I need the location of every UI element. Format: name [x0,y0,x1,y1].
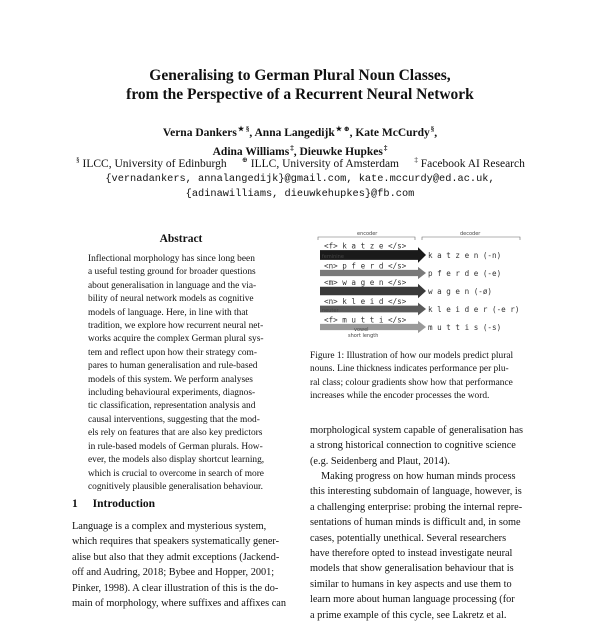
abstract-heading: Abstract [159,233,203,245]
affiliation-mark: ‡ [290,143,294,152]
figure-1 [310,228,528,346]
author-separator: , [434,126,438,139]
text-line: els rely on features that are also key predictors [88,428,263,439]
arrow-head [418,303,426,316]
text-line: pares to human generalisation and rule-based [88,361,258,372]
output-word: k a t z e n (-n) [428,251,502,260]
author-name: , Dieuwke Hupkes [293,145,383,158]
input-word: <f> k a t z e </s> [324,241,407,251]
text-line: (e.g. Seidenberg and Plaut, 2014). [310,455,450,467]
title-line-1: Generalising to German Plural Noun Classes, [149,67,451,84]
figure-caption [310,350,528,404]
affiliation-mark: ‡ [414,156,418,164]
author-name: Adina Williams [212,145,290,158]
text-line: a prime example of this cycle, see Lakretz et al. [310,609,507,621]
text-line: increases while the encoder processes the word. [310,391,490,402]
author-name: Verna Dankers [162,126,237,139]
output-word: w a g e n (-ø) [428,287,493,296]
text-line: models of this system. We perform analyses [88,374,253,385]
input-word: <m> w a g e n </s> [324,278,407,288]
output-word: p f e r d e (-e) [428,269,502,278]
text-line: sentations of human minds is difficult and, in some [310,517,521,529]
affiliation-line [0,153,600,172]
introduction-body [72,519,290,611]
output-word: k l e i d e r (-e r) [428,305,520,314]
abstract-body [88,253,274,494]
input-word: <n> k l e i d </s> [324,297,407,307]
text-line: learn more about human language processing (for [310,594,515,606]
text-line: tradition, we explore how recurrent neural net- [88,321,264,332]
text-line: tic classification, representation analysis and [88,401,256,412]
affiliation-edinburgh: ILCC, University of Edinburgh [82,157,227,170]
input-word: <f> m u t t i </s> [324,315,407,325]
text-line: ral class; colour gradients show how that performance [310,377,513,388]
arrow-head [418,247,426,263]
output-word: m u t t i s (-s) [428,323,502,332]
author-name: , Anna Langedijk [249,126,335,139]
affiliation-mark: § [76,156,80,164]
text-line: Pinker, 1998). A clear illustration of this is the do- [72,582,279,594]
arrow-head [418,284,426,299]
vowel-annotation: vowel [354,327,369,333]
feminine-annotation: feminine [322,254,344,260]
title-line-2: from the Perspective of a Recurrent Neural Network [126,86,474,103]
text-line: which is crucial to overcome in search of more [88,468,264,479]
figure-rows [320,242,519,333]
text-line: Inflectional morphology has since long been [88,254,255,264]
arrow-head [418,267,426,279]
text-line: works acquire the complex German plural sys- [88,334,264,345]
affiliation-amsterdam: ILLC, University of Amsterdam [250,157,399,170]
paper-title [0,66,600,104]
decoder-label: decoder [460,231,481,237]
text-line: ever, the models also display shortcut learning, [88,455,265,466]
section-number: 1 [72,498,78,510]
text-line: a strong historical connection to cognitive science [310,440,516,452]
author-name: , Kate McCurdy [349,126,430,139]
text-line: off and Audring, 2018; Bybee and Hopper, 2001; [72,567,275,579]
text-line: models of language. Here, in line with that [88,307,249,318]
text-line: Figure 1: Illustration of how our models predict plural [310,351,514,361]
text-line: about generalisation in language and the via- [88,280,257,291]
text-line: Language is a complex and mysterious system, [72,521,267,532]
email-line-2[interactable]: {adinawilliams, dieuwkehupkes}@fb.com [185,187,415,200]
neuter-annotation: neuter [322,308,339,314]
affiliation-mark: ‡ [383,143,388,152]
input-word: <n> p f e r d </s> [324,261,407,271]
encoder-label: encoder [357,231,378,237]
text-line: cognitively plausible generalisation behaviour. [88,481,263,492]
encoder-bracket [318,237,415,240]
text-line: models that show generalisation behaviour that is [310,563,514,575]
affiliation-mark: ⊕ [242,156,248,164]
section-heading [72,498,155,510]
affiliation-mark: § [430,125,435,133]
text-line: in rule-based models of German plurals. How- [88,441,263,452]
email-line-1[interactable]: {vernadankers, annalangedijk}@gmail.com, kate.mccurdy@ed.ac.uk, [105,172,495,185]
affiliations [0,153,600,202]
right-paragraph-1 [310,423,528,469]
text-line: Making progress on how human minds process [321,471,516,482]
section-title: Introduction [92,498,156,510]
text-line: including behavioural experiments, diagnos- [88,388,256,399]
text-line: cases, potentially unethical. Several researchers [310,532,507,544]
text-line: this interesting subdomain of language, however, is [310,486,522,498]
author-line-1 [0,122,600,141]
decoder-bracket [422,237,520,240]
text-line: similar to humans in key aspects and use them to [310,578,512,590]
shortcut-annotation: short length [348,333,379,339]
arrow-head [418,321,426,333]
text-line: which requires that speakers systematically gener- [72,536,280,548]
text-line: have therefore opted to instead investigate neural [310,548,513,560]
affiliation-facebook: Facebook AI Research [420,157,525,170]
text-line: tem and reflect upon how their strategy com- [88,347,257,358]
text-line: nouns. Line thickness indicates performance per plu- [310,364,509,375]
text-line: alise but also that they admit exceptions (Jackend- [72,551,280,563]
text-line: main of morphology, where suffixes and affixes can [72,598,286,610]
text-line: causal interventions, suggesting that the mod- [88,414,260,425]
affiliation-mark: ★ § [237,125,250,133]
text-line: a useful testing ground for broader questions [88,267,256,278]
affiliation-mark: ★ ⊕ [335,125,350,133]
text-line: morphological system capable of generalisation has [310,425,524,436]
text-line: bility of neural network models as cognitive [88,294,254,305]
text-line: a challenging enterprise: probing the internal repre- [310,501,523,513]
